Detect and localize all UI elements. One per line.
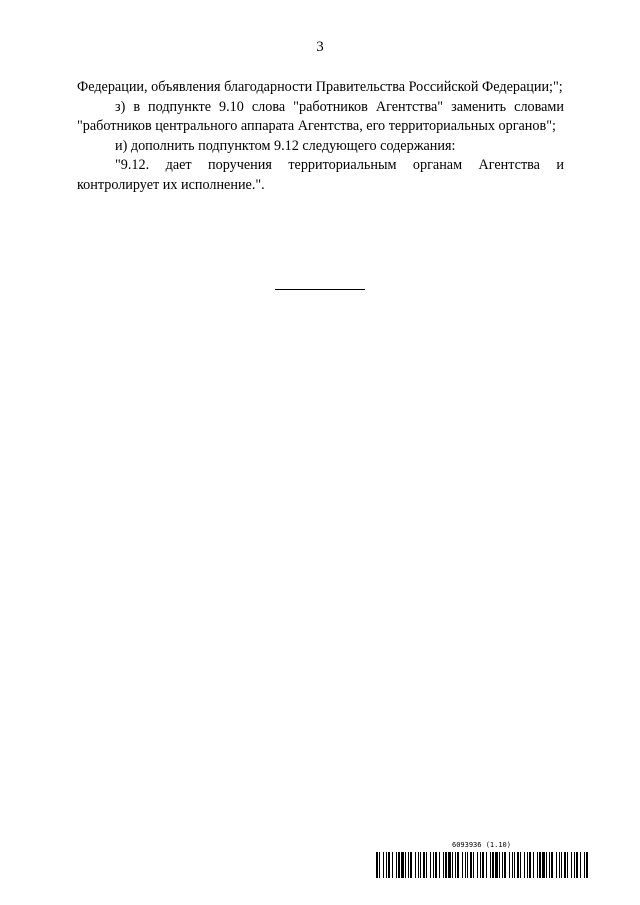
barcode-bar: [396, 852, 397, 878]
barcode-bar: [546, 852, 547, 878]
barcode-bar: [586, 852, 588, 878]
document-body: [77, 78, 564, 195]
barcode-bar: [398, 852, 400, 878]
barcode-bar: [502, 852, 503, 878]
barcode-bar: [529, 852, 531, 878]
barcode-bar: [430, 852, 431, 878]
barcode-bar: [564, 852, 566, 878]
barcode-bar: [571, 852, 572, 878]
barcode-bar: [561, 852, 562, 878]
barcode-bar: [457, 852, 459, 878]
barcode-bar: [576, 852, 578, 878]
barcode-bar: [524, 852, 525, 878]
barcode-bar: [477, 852, 478, 878]
barcode-bar: [527, 852, 528, 878]
barcode-bar: [452, 852, 453, 878]
barcode-block: [376, 841, 589, 879]
barcode-bar: [445, 852, 447, 878]
barcode-bar: [470, 852, 472, 878]
barcode-bar: [379, 852, 380, 878]
barcode-bar: [517, 852, 519, 878]
barcode-icon: [376, 852, 589, 878]
barcode-bar: [559, 852, 560, 878]
barcode-bar: [435, 852, 437, 878]
barcode-bar: [448, 852, 451, 878]
barcode-bar: [423, 852, 425, 878]
barcode-id: 6093936 (1.10): [451, 841, 511, 849]
barcode-bar: [405, 852, 406, 878]
barcode-bar: [420, 852, 421, 878]
barcode-bar: [415, 852, 416, 878]
barcode-bar: [433, 852, 434, 878]
paragraph-1: Федерации, объявления благодарности Правительства Российской Федерации;";: [77, 79, 563, 95]
barcode-bar: [408, 852, 409, 878]
barcode-bar: [499, 852, 500, 878]
barcode-bar: [401, 852, 404, 878]
barcode-bar: [392, 852, 393, 878]
barcode-bar: [386, 852, 387, 878]
barcode-bar: [410, 852, 412, 878]
barcode-bar: [514, 852, 515, 878]
barcode-bar: [512, 852, 513, 878]
barcode-bar: [492, 852, 494, 878]
barcode-bar: [388, 852, 390, 878]
barcode-bar: [482, 852, 484, 878]
barcode-bar: [418, 852, 419, 878]
barcode-bar: [473, 852, 474, 878]
barcode-bar: [574, 852, 575, 878]
barcode-bar: [383, 852, 384, 878]
barcode-bar: [580, 852, 581, 878]
barcode-bar: [455, 852, 456, 878]
barcode-bar: [462, 852, 463, 878]
paragraph-4: "9.12. дает поручения территориальным органам Агентства и контролирует их исполнение.".: [77, 157, 564, 193]
barcode-bar: [495, 852, 498, 878]
barcode-bar: [467, 852, 468, 878]
barcode-bar: [465, 852, 466, 878]
page-number: 3: [316, 39, 324, 55]
barcode-bar: [509, 852, 510, 878]
barcode-bar: [533, 852, 534, 878]
barcode-bar: [504, 852, 506, 878]
barcode-bar: [549, 852, 550, 878]
barcode-bar: [537, 852, 538, 878]
barcode-bar: [520, 852, 521, 878]
barcode-bar: [376, 852, 378, 878]
paragraph-3: и) дополнить подпунктом 9.12 следующего содержания:: [115, 137, 456, 154]
barcode-bar: [490, 852, 491, 878]
barcode-bar: [480, 852, 481, 878]
end-separator-line: [275, 289, 365, 290]
barcode-bar: [551, 852, 553, 878]
barcode-bar: [584, 852, 585, 878]
barcode-bar: [542, 852, 545, 878]
barcode-bar: [443, 852, 444, 878]
barcode-bar: [426, 852, 427, 878]
barcode-bar: [539, 852, 541, 878]
barcode-bar: [439, 852, 440, 878]
paragraph-2: з) в подпункте 9.10 слова "работников Агентства" заменить словами "работников центрального аппарата Агентства, его территориальных органов";: [77, 98, 564, 134]
barcode-bar: [567, 852, 568, 878]
barcode-bar: [486, 852, 487, 878]
barcode-bar: [556, 852, 557, 878]
